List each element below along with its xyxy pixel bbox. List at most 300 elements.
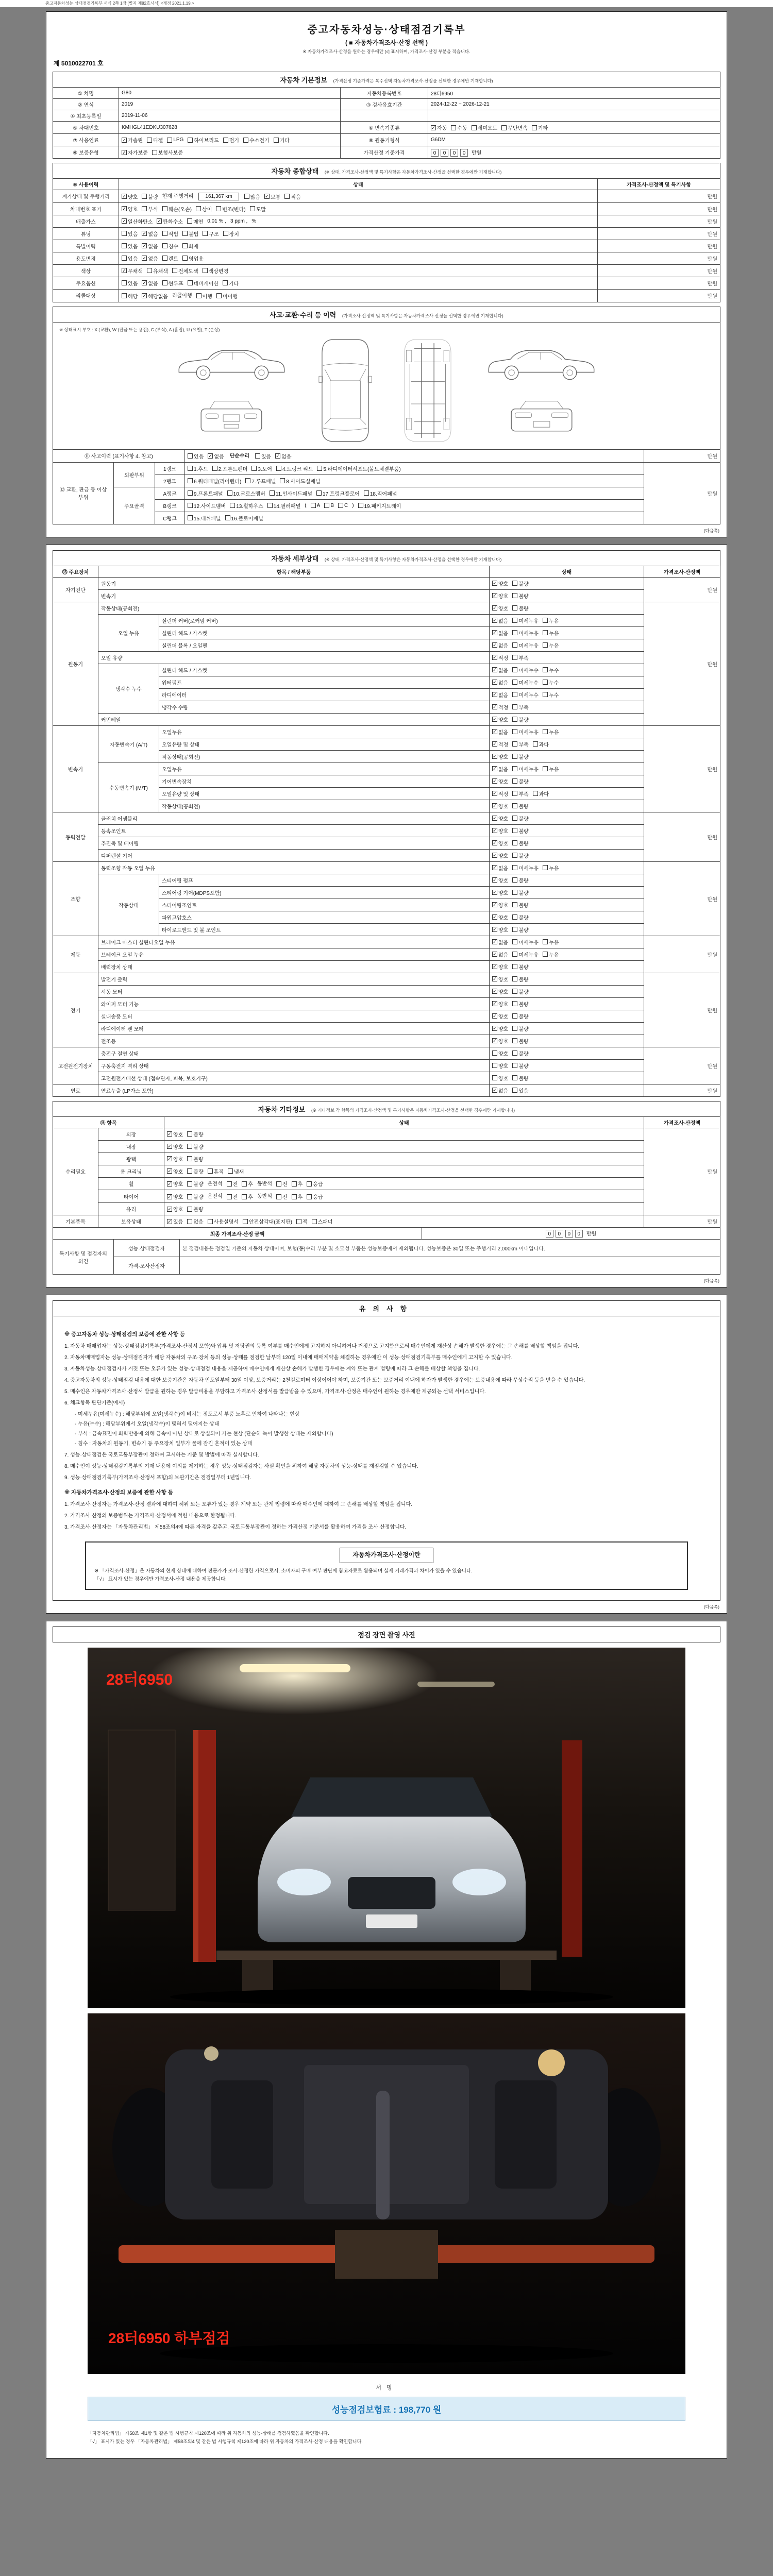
checkbox-box[interactable] (316, 490, 322, 496)
checkbox-box[interactable] (284, 194, 290, 199)
checkbox-option[interactable] (147, 136, 163, 144)
checkbox-box[interactable]: ✓ (493, 1001, 497, 1007)
checkbox-option[interactable] (512, 1062, 528, 1070)
checkbox-option[interactable] (492, 963, 508, 971)
checkbox-box[interactable] (512, 976, 517, 981)
checkbox-box[interactable]: ✓ (493, 630, 497, 636)
checkbox-option[interactable] (307, 1193, 323, 1200)
checkbox-box[interactable] (243, 1219, 248, 1224)
checkbox-option[interactable] (292, 1180, 303, 1188)
checkbox-option[interactable] (187, 1143, 203, 1150)
checkbox-box[interactable] (512, 655, 517, 660)
checkbox-box[interactable] (512, 1050, 517, 1056)
checkbox-box[interactable] (492, 1063, 497, 1068)
checkbox-option[interactable] (512, 604, 528, 612)
checkbox-option[interactable] (255, 452, 271, 460)
checkbox-option[interactable] (227, 1180, 238, 1188)
checkbox-box[interactable]: ✓ (493, 853, 497, 858)
checkbox-box[interactable] (492, 1050, 497, 1056)
checkbox-box[interactable] (307, 1181, 312, 1187)
checkbox-box[interactable] (162, 280, 167, 285)
checkbox-box[interactable] (142, 206, 147, 211)
checkbox-option[interactable] (492, 790, 508, 798)
checkbox-option[interactable] (122, 217, 153, 225)
checkbox-option[interactable] (296, 1217, 308, 1225)
checkbox-option[interactable] (142, 242, 158, 250)
checkbox-box[interactable] (512, 828, 517, 833)
checkbox-option[interactable] (167, 1180, 183, 1188)
checkbox-box[interactable] (512, 952, 517, 957)
checkbox-option[interactable] (492, 1062, 508, 1070)
checkbox-box[interactable]: ✓ (208, 453, 213, 459)
checkbox-box[interactable]: ✓ (122, 218, 126, 224)
checkbox-option[interactable] (492, 827, 508, 835)
checkbox-option[interactable] (188, 465, 208, 472)
checkbox-option[interactable] (364, 489, 397, 497)
checkbox-option[interactable] (162, 279, 183, 287)
checkbox-option[interactable] (122, 242, 138, 250)
checkbox-option[interactable] (492, 876, 508, 884)
checkbox-box[interactable] (212, 466, 217, 471)
checkbox-option[interactable] (216, 205, 245, 213)
checkbox-option[interactable] (492, 852, 508, 859)
checkbox-option[interactable] (243, 136, 270, 144)
checkbox-box[interactable] (147, 138, 152, 143)
checkbox-option[interactable] (492, 629, 508, 637)
checkbox-box[interactable]: ✓ (493, 741, 497, 747)
checkbox-box[interactable]: ✓ (493, 704, 497, 710)
checkbox-box[interactable] (512, 692, 517, 697)
checkbox-box[interactable] (187, 1168, 192, 1174)
checkbox-box[interactable] (543, 667, 548, 672)
checkbox-box[interactable]: ✓ (493, 989, 497, 994)
checkbox-box[interactable] (512, 840, 517, 845)
checkbox-option[interactable] (312, 1217, 333, 1225)
checkbox-option[interactable] (431, 124, 447, 131)
checkbox-option[interactable] (512, 703, 528, 711)
checkbox-option[interactable] (187, 217, 203, 225)
checkbox-box[interactable] (512, 816, 517, 821)
checkbox-option[interactable] (122, 267, 143, 275)
checkbox-option[interactable] (212, 465, 248, 472)
checkbox-box[interactable] (543, 939, 548, 944)
checkbox-option[interactable] (276, 1180, 288, 1188)
checkbox-option[interactable] (167, 137, 183, 143)
checkbox-option[interactable] (492, 765, 508, 773)
checkbox-box[interactable] (182, 256, 188, 261)
checkbox-box[interactable] (512, 791, 517, 796)
checkbox-option[interactable] (492, 777, 508, 785)
checkbox-box[interactable] (188, 515, 193, 520)
checkbox-box[interactable] (187, 1181, 192, 1187)
checkbox-box[interactable] (543, 680, 548, 685)
checkbox-option[interactable] (188, 279, 219, 287)
checkbox-box[interactable] (543, 766, 548, 771)
checkbox-box[interactable] (512, 853, 517, 858)
checkbox-box[interactable] (216, 293, 222, 298)
checkbox-box[interactable]: ✓ (122, 149, 126, 155)
checkbox-box[interactable]: ✓ (493, 754, 497, 759)
checkbox-option[interactable] (512, 679, 539, 686)
checkbox-box[interactable] (187, 218, 192, 224)
checkbox-box[interactable] (512, 877, 517, 883)
checkbox-box[interactable] (543, 952, 548, 957)
checkbox-box[interactable] (512, 1001, 517, 1006)
checkbox-option[interactable] (512, 1037, 528, 1045)
checkbox-box[interactable]: ✓ (493, 618, 497, 623)
checkbox-box[interactable]: ✓ (493, 667, 497, 673)
checkbox-option[interactable] (512, 1074, 528, 1082)
checkbox-box[interactable] (122, 256, 127, 261)
checkbox-box[interactable] (276, 1181, 281, 1187)
checkbox-option[interactable] (512, 975, 528, 983)
checkbox-option[interactable] (182, 242, 198, 250)
checkbox-option[interactable] (512, 666, 539, 674)
checkbox-option[interactable] (142, 193, 158, 200)
checkbox-box[interactable] (512, 704, 517, 709)
checkbox-option[interactable] (512, 728, 539, 736)
checkbox-option[interactable] (167, 1143, 183, 1150)
checkbox-option[interactable] (512, 951, 539, 958)
checkbox-box[interactable] (276, 1194, 281, 1199)
checkbox-box[interactable] (512, 618, 517, 623)
checkbox-option[interactable] (543, 765, 559, 773)
checkbox-option[interactable] (311, 503, 321, 509)
checkbox-box[interactable] (532, 125, 537, 130)
checkbox-option[interactable] (492, 802, 508, 810)
checkbox-option[interactable] (492, 679, 508, 686)
checkbox-option[interactable] (492, 901, 508, 909)
checkbox-option[interactable] (167, 1155, 183, 1163)
checkbox-box[interactable] (543, 618, 548, 623)
checkbox-box[interactable]: ✓ (493, 1038, 497, 1044)
checkbox-box[interactable] (208, 1219, 213, 1224)
checkbox-box[interactable]: ✓ (276, 453, 280, 459)
checkbox-option[interactable] (512, 716, 528, 723)
checkbox-box[interactable] (230, 503, 235, 508)
checkbox-option[interactable] (208, 452, 224, 460)
checkbox-option[interactable] (492, 703, 508, 711)
checkbox-option[interactable] (492, 1000, 508, 1008)
checkbox-box[interactable] (188, 503, 193, 508)
checkbox-option[interactable] (512, 740, 528, 748)
checkbox-box[interactable] (188, 453, 193, 459)
checkbox-box[interactable]: ✓ (142, 280, 147, 286)
checkbox-option[interactable] (358, 502, 401, 510)
checkbox-box[interactable]: ✓ (493, 766, 497, 772)
checkbox-option[interactable] (512, 901, 528, 909)
checkbox-box[interactable] (543, 865, 548, 870)
checkbox-box[interactable] (203, 268, 208, 273)
checkbox-option[interactable] (187, 1205, 203, 1213)
checkbox-option[interactable] (122, 205, 138, 213)
checkbox-option[interactable] (167, 1217, 183, 1225)
checkbox-box[interactable] (188, 478, 193, 483)
checkbox-box[interactable] (512, 902, 517, 907)
checkbox-option[interactable] (492, 716, 508, 723)
checkbox-option[interactable] (122, 136, 143, 144)
checkbox-option[interactable] (187, 1217, 203, 1225)
checkbox-box[interactable] (512, 1088, 517, 1093)
checkbox-option[interactable] (543, 617, 559, 624)
checkbox-option[interactable] (492, 839, 508, 847)
checkbox-box[interactable] (512, 939, 517, 944)
checkbox-option[interactable] (543, 679, 559, 686)
checkbox-option[interactable] (284, 193, 300, 200)
checkbox-option[interactable] (492, 951, 508, 958)
checkbox-option[interactable] (492, 975, 508, 983)
checkbox-box[interactable]: ✓ (493, 778, 497, 784)
checkbox-box[interactable] (533, 741, 538, 747)
checkbox-option[interactable] (167, 1130, 183, 1138)
checkbox-box[interactable] (162, 231, 167, 236)
checkbox-option[interactable] (512, 889, 528, 896)
checkbox-option[interactable] (122, 193, 138, 200)
checkbox-box[interactable] (543, 729, 548, 734)
checkbox-box[interactable] (317, 466, 322, 471)
checkbox-box[interactable] (512, 605, 517, 611)
checkbox-box[interactable]: ✓ (167, 1218, 172, 1224)
checkbox-option[interactable] (492, 641, 508, 649)
checkbox-option[interactable] (223, 230, 239, 238)
checkbox-option[interactable] (182, 230, 198, 238)
checkbox-box[interactable]: ✓ (142, 243, 147, 249)
checkbox-option[interactable] (492, 988, 508, 995)
checkbox-box[interactable]: ✓ (493, 717, 497, 722)
checkbox-option[interactable] (187, 1193, 203, 1200)
checkbox-box[interactable]: ✓ (493, 914, 497, 920)
checkbox-option[interactable] (512, 802, 528, 810)
checkbox-option[interactable] (142, 279, 158, 287)
checkbox-option[interactable] (512, 1025, 528, 1032)
checkbox-option[interactable] (533, 740, 549, 748)
checkbox-box[interactable]: ✓ (493, 680, 497, 685)
checkbox-box[interactable] (280, 478, 285, 483)
checkbox-box[interactable] (543, 642, 548, 648)
checkbox-box[interactable] (223, 280, 228, 285)
checkbox-box[interactable] (512, 890, 517, 895)
checkbox-box[interactable] (187, 1194, 192, 1199)
checkbox-box[interactable]: ✓ (493, 976, 497, 982)
checkbox-box[interactable] (533, 791, 538, 796)
checkbox-option[interactable] (188, 514, 221, 522)
checkbox-option[interactable] (208, 1217, 239, 1225)
checkbox-option[interactable] (216, 292, 238, 300)
checkbox-option[interactable] (492, 1025, 508, 1032)
checkbox-box[interactable] (307, 1194, 312, 1199)
checkbox-box[interactable] (250, 206, 255, 211)
checkbox-box[interactable] (492, 1075, 497, 1080)
checkbox-box[interactable] (142, 194, 147, 199)
checkbox-box[interactable] (292, 1181, 297, 1187)
checkbox-option[interactable] (122, 255, 138, 262)
checkbox-box[interactable] (512, 766, 517, 771)
checkbox-box[interactable] (187, 1156, 192, 1161)
checkbox-option[interactable] (512, 852, 528, 859)
checkbox-option[interactable] (188, 477, 241, 485)
checkbox-option[interactable] (242, 1180, 253, 1188)
checkbox-option[interactable] (187, 1180, 203, 1188)
checkbox-box[interactable]: ✓ (493, 902, 497, 908)
checkbox-box[interactable]: ✓ (493, 840, 497, 846)
checkbox-option[interactable] (492, 604, 508, 612)
checkbox-box[interactable]: ✓ (493, 865, 497, 871)
checkbox-option[interactable] (512, 654, 528, 662)
checkbox-option[interactable] (543, 641, 559, 649)
checkbox-option[interactable] (122, 292, 138, 300)
checkbox-box[interactable]: ✓ (493, 642, 497, 648)
checkbox-box[interactable] (251, 466, 257, 471)
checkbox-box[interactable] (243, 138, 248, 143)
checkbox-box[interactable]: ✓ (493, 877, 497, 883)
checkbox-box[interactable]: ✓ (167, 1156, 172, 1162)
checkbox-option[interactable] (228, 1167, 244, 1175)
checkbox-box[interactable] (274, 138, 279, 143)
checkbox-option[interactable] (543, 951, 559, 958)
checkbox-box[interactable]: ✓ (493, 791, 497, 796)
checkbox-box[interactable] (196, 206, 201, 211)
checkbox-option[interactable] (270, 489, 312, 497)
checkbox-box[interactable] (245, 478, 250, 483)
checkbox-option[interactable] (243, 1217, 292, 1225)
checkbox-box[interactable] (122, 231, 127, 236)
checkbox-option[interactable] (167, 1193, 183, 1200)
checkbox-box[interactable]: ✓ (157, 218, 162, 224)
checkbox-box[interactable]: ✓ (122, 268, 126, 274)
checkbox-box[interactable] (512, 964, 517, 969)
checkbox-box[interactable] (512, 1063, 517, 1068)
checkbox-option[interactable] (122, 230, 138, 238)
checkbox-box[interactable] (512, 754, 517, 759)
checkbox-option[interactable] (512, 815, 528, 822)
checkbox-box[interactable] (152, 150, 157, 155)
checkbox-box[interactable]: ✓ (493, 605, 497, 611)
checkbox-option[interactable] (188, 489, 223, 497)
checkbox-box[interactable] (225, 515, 230, 520)
checkbox-option[interactable] (338, 503, 348, 509)
checkbox-box[interactable] (242, 1181, 247, 1187)
checkbox-option[interactable] (492, 691, 508, 699)
checkbox-option[interactable] (501, 124, 528, 131)
checkbox-option[interactable] (543, 629, 559, 637)
checkbox-box[interactable] (512, 1013, 517, 1019)
checkbox-box[interactable] (276, 466, 281, 471)
checkbox-option[interactable] (244, 193, 260, 200)
checkbox-box[interactable]: ✓ (265, 194, 269, 199)
checkbox-option[interactable] (162, 255, 178, 262)
checkbox-option[interactable] (167, 1167, 183, 1175)
checkbox-option[interactable] (512, 988, 528, 995)
checkbox-box[interactable] (512, 680, 517, 685)
checkbox-option[interactable] (492, 938, 508, 946)
checkbox-box[interactable] (242, 1194, 247, 1199)
checkbox-option[interactable] (512, 790, 528, 798)
checkbox-box[interactable] (187, 1144, 192, 1149)
checkbox-box[interactable] (122, 280, 127, 285)
checkbox-box[interactable] (338, 503, 343, 508)
checkbox-option[interactable] (122, 148, 148, 156)
checkbox-option[interactable] (172, 267, 198, 275)
checkbox-box[interactable] (512, 914, 517, 920)
checkbox-option[interactable] (276, 1193, 288, 1200)
checkbox-box[interactable]: ✓ (167, 1194, 172, 1199)
checkbox-option[interactable] (122, 279, 138, 287)
checkbox-box[interactable]: ✓ (493, 803, 497, 809)
checkbox-option[interactable] (512, 691, 539, 699)
checkbox-box[interactable] (182, 231, 188, 236)
checkbox-option[interactable] (162, 205, 192, 213)
checkbox-option[interactable] (492, 580, 508, 587)
checkbox-box[interactable] (512, 989, 517, 994)
checkbox-box[interactable]: ✓ (493, 692, 497, 698)
checkbox-option[interactable] (512, 839, 528, 847)
checkbox-option[interactable] (512, 765, 539, 773)
checkbox-option[interactable] (512, 864, 539, 872)
checkbox-option[interactable] (492, 654, 508, 662)
checkbox-option[interactable] (142, 255, 158, 262)
checkbox-option[interactable] (512, 629, 539, 637)
checkbox-option[interactable] (512, 1000, 528, 1008)
checkbox-option[interactable] (230, 502, 263, 510)
checkbox-box[interactable] (292, 1194, 297, 1199)
checkbox-box[interactable]: ✓ (142, 231, 147, 236)
checkbox-option[interactable] (492, 889, 508, 896)
checkbox-option[interactable] (512, 1049, 528, 1057)
checkbox-box[interactable] (227, 1194, 232, 1199)
checkbox-box[interactable]: ✓ (493, 729, 497, 735)
checkbox-option[interactable] (492, 753, 508, 760)
checkbox-option[interactable] (152, 148, 183, 156)
checkbox-option[interactable] (492, 740, 508, 748)
checkbox-option[interactable] (225, 514, 263, 522)
checkbox-option[interactable] (196, 205, 212, 213)
checkbox-box[interactable] (182, 243, 188, 248)
checkbox-box[interactable] (543, 630, 548, 635)
checkbox-option[interactable] (187, 1130, 203, 1138)
checkbox-box[interactable] (187, 1207, 192, 1212)
checkbox-box[interactable] (162, 206, 167, 211)
checkbox-box[interactable] (296, 1219, 301, 1224)
checkbox-box[interactable] (227, 1181, 232, 1187)
checkbox-option[interactable] (512, 777, 528, 785)
checkbox-box[interactable]: ✓ (493, 1013, 497, 1019)
checkbox-box[interactable] (188, 138, 193, 143)
checkbox-option[interactable] (316, 489, 360, 497)
checkbox-box[interactable] (512, 927, 517, 932)
checkbox-option[interactable] (276, 465, 313, 472)
checkbox-box[interactable] (122, 243, 127, 248)
checkbox-option[interactable] (203, 267, 229, 275)
checkbox-box[interactable]: ✓ (493, 1088, 497, 1093)
checkbox-box[interactable] (196, 293, 201, 298)
checkbox-option[interactable] (492, 1012, 508, 1020)
checkbox-box[interactable]: ✓ (493, 816, 497, 821)
checkbox-box[interactable] (255, 453, 260, 459)
checkbox-box[interactable]: ✓ (122, 137, 126, 143)
checkbox-option[interactable] (188, 502, 226, 510)
checkbox-box[interactable] (172, 268, 177, 273)
checkbox-option[interactable] (142, 292, 168, 300)
checkbox-option[interactable] (167, 1205, 183, 1213)
checkbox-option[interactable] (250, 205, 266, 213)
checkbox-box[interactable]: ✓ (493, 952, 497, 957)
checkbox-box[interactable] (244, 194, 249, 199)
checkbox-option[interactable] (187, 1155, 203, 1163)
checkbox-box[interactable] (472, 125, 477, 130)
checkbox-option[interactable] (512, 1012, 528, 1020)
checkbox-box[interactable] (267, 503, 273, 508)
checkbox-option[interactable] (162, 230, 178, 238)
